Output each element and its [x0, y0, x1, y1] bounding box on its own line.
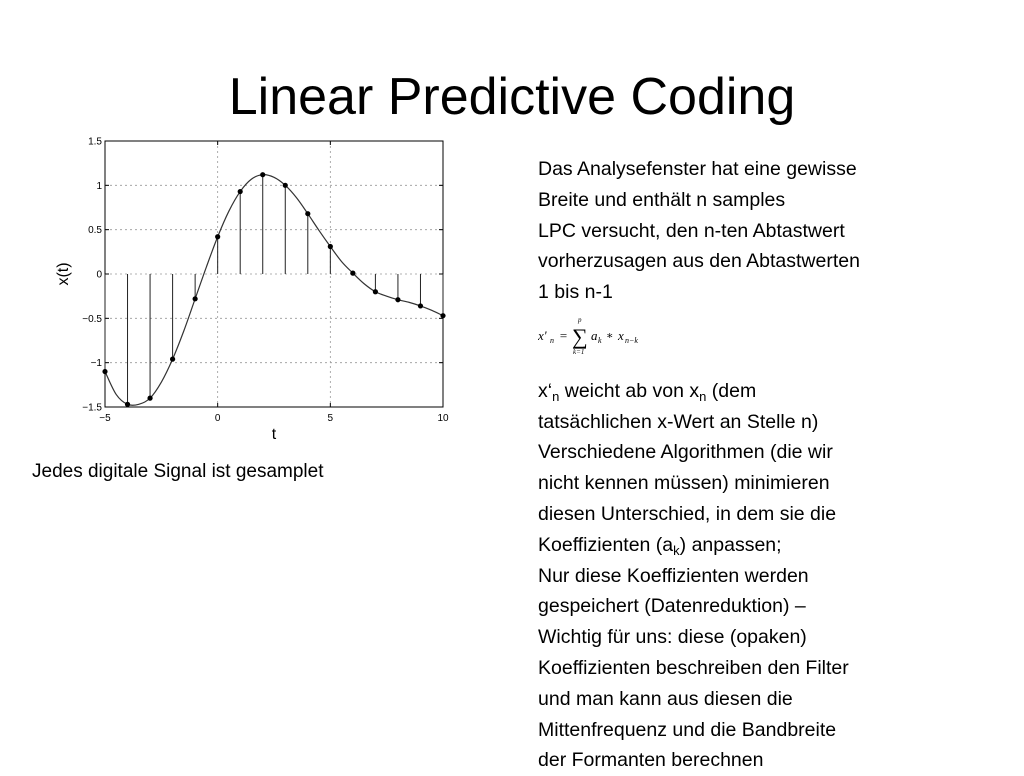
text-line: LPC versucht, den n-ten Abtastwert: [538, 219, 845, 242]
stem-lines: [105, 175, 443, 405]
coefficient-line: [538, 530, 1013, 561]
text-line: gespeichert (Datenreduktion) –: [538, 595, 806, 618]
text-line: Wichtig für uns: diese (opaken): [538, 626, 807, 649]
text-line: vorherzusagen aus den Abtastwerten: [538, 250, 860, 273]
x-prime-subscript: n: [552, 388, 560, 404]
sample-point: [418, 303, 423, 308]
sample-point: [350, 271, 355, 276]
formula-sum-symbol: ∑: [572, 323, 588, 349]
x-tick-label: 10: [437, 413, 449, 424]
plot-caption: Jedes digitale Signal ist gesamplet: [32, 461, 324, 482]
coefficient-subscript: k: [673, 542, 680, 558]
text-line: 1 bis n-1: [538, 281, 613, 304]
x-tick-label: −5: [99, 413, 111, 424]
formula-lhs: x': [538, 327, 547, 343]
x-prime-symbol: x‘: [538, 379, 553, 402]
sample-point: [260, 172, 265, 177]
sample-point: [147, 396, 152, 401]
sample-point: [215, 234, 220, 239]
formula-term-a-sub: k: [598, 335, 602, 345]
deviation-line: [538, 376, 1013, 407]
coefficient-text: Koeffizienten (a: [538, 533, 674, 556]
signal-curve: [105, 175, 443, 406]
plot-ticks: [82, 137, 449, 425]
sample-points: [102, 172, 445, 407]
sample-point: [283, 183, 288, 188]
formula-term-x: x: [618, 327, 624, 343]
explanation-text: [538, 154, 1013, 776]
x-subscript: n: [699, 388, 707, 404]
signal-plot: [40, 125, 460, 445]
sample-point: [395, 297, 400, 302]
text-line: und man kann aus diesen die: [538, 687, 793, 710]
text-line: Koeffizienten beschreiben den Filter: [538, 656, 849, 679]
sample-point: [305, 211, 310, 216]
text-line: der Formanten berechnen: [538, 749, 764, 772]
text-line: Verschiedene Algorithmen (die wir: [538, 441, 833, 464]
sample-point: [170, 357, 175, 362]
y-tick-label: −1: [90, 358, 102, 370]
formula-sum-upper: p: [578, 315, 582, 324]
y-tick-label: 0.5: [88, 225, 102, 237]
x-axis-label: t: [271, 426, 277, 443]
formula-sum-lower: k=1: [573, 347, 585, 356]
y-tick-label: −0.5: [82, 313, 102, 325]
sample-point: [125, 402, 130, 407]
formula-term-a: a: [591, 327, 598, 343]
text-line: tatsächlichen x-Wert an Stelle n): [538, 410, 819, 433]
sample-point: [193, 296, 198, 301]
sample-point: [373, 289, 378, 294]
formula-term-x-sub: n−k: [625, 335, 638, 345]
deviation-text-end: (dem: [706, 379, 757, 402]
sample-point: [328, 244, 333, 249]
y-tick-label: −1.5: [82, 402, 102, 414]
x-tick-label: 5: [327, 413, 334, 424]
y-tick-label: 1: [96, 180, 102, 192]
formula-times: ∗: [606, 329, 614, 342]
deviation-text: weicht ab von x: [559, 379, 700, 402]
text-line: Nur diese Koeffizienten werden: [538, 564, 809, 587]
text-line: nicht kennen müssen) minimieren: [538, 472, 830, 495]
slide-title: Linear Predictive Coding: [228, 68, 796, 126]
formula-equals: =: [559, 327, 568, 343]
text-line: Breite und enthält n samples: [538, 188, 786, 211]
text-line: Das Analysefenster hat eine gewisse: [538, 158, 857, 180]
y-axis-label: x(t): [55, 262, 72, 286]
formula-lhs-sub: n: [550, 335, 554, 345]
sample-point: [102, 369, 107, 374]
sample-point: [238, 189, 243, 194]
plot-grid: [105, 141, 443, 407]
x-tick-label: 0: [214, 413, 221, 424]
sample-point: [440, 313, 445, 318]
y-tick-label: 0: [96, 269, 102, 281]
text-line: Mittenfrequenz und die Bandbreite: [538, 718, 837, 741]
lpc-formula: [538, 308, 678, 358]
y-tick-label: 1.5: [88, 136, 102, 148]
coefficient-text-end: ) anpassen;: [679, 533, 782, 556]
text-line: diesen Unterschied, in dem sie die: [538, 502, 837, 525]
